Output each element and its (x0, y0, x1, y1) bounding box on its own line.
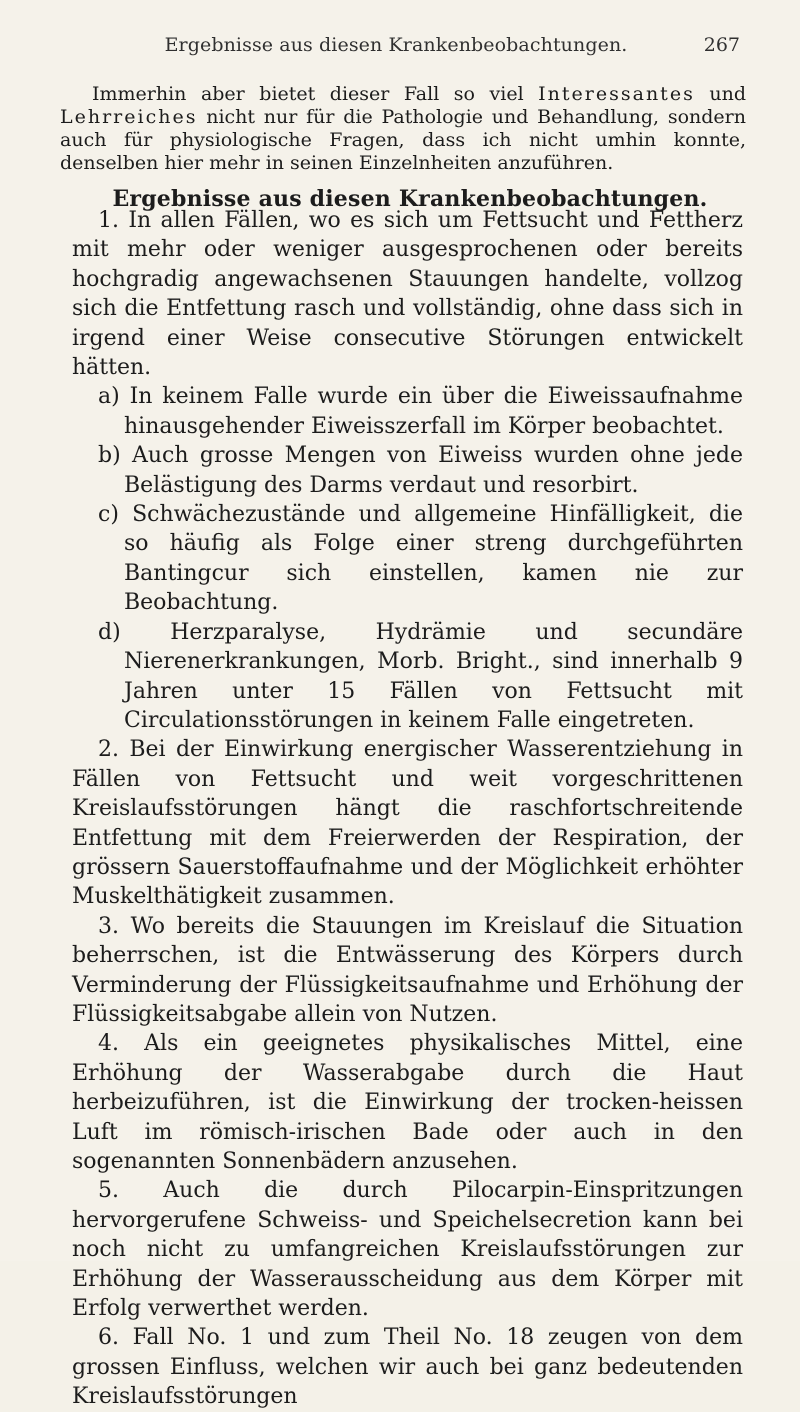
finding-1c (98, 500, 743, 618)
finding-number: 2. (98, 737, 119, 763)
subfinding-text: In keinem Falle wurde ein über die Eiweissaufnahme hinausgehender Eiweisszerfall im Körper beobachtet. (124, 384, 743, 439)
finding-number: 3. (98, 913, 119, 939)
spaced-word-lehrreiches: Lehrreiches (60, 106, 198, 128)
finding-text: In allen Fällen, wo es sich um Fettsucht und Fettherz mit mehr oder weniger ausgesprochenen oder bereits hochgradig angewachsenen Stauungen handelte, vollzog sich die Entfettung rasch und vollständig, ohne dass sich in irgend einer Weise consecutive Störungen entwickelt hätten. (72, 208, 743, 381)
finding-6 (72, 1323, 743, 1411)
finding-text: Wo bereits die Stauungen im Kreislauf die Situation beherrschen, ist die Entwässerung des Körpers durch Verminderung der Flüssigkeitsaufnahme und Erhöhung der Flüssigkeitsabgabe allein von Nutzen. (72, 913, 744, 1027)
running-title: Ergebnisse aus diesen Krankenbeobachtungen. (164, 34, 628, 56)
running-header (52, 34, 740, 62)
page-number: 267 (703, 34, 740, 56)
intro-text-middle: und (694, 83, 746, 105)
finding-1a (98, 382, 743, 441)
finding-5 (72, 1176, 743, 1323)
finding-text: Bei der Einwirkung energischer Wasserentziehung in Fällen von Fettsucht und weit vorgeschrittenen Kreislaufsstörungen hängt die raschfortschreitende Entfettung mit dem Freierwerden der Respiration, der grössern Sauerstoffaufnahme und der Möglichkeit erhöhter Muskelthätigkeit zusammen. (72, 737, 743, 910)
finding-text: Fall No. 1 und zum Theil No. 18 zeugen von dem grossen Einfluss, welchen wir auch bei ganz bedeutenden Kreislaufsstörungen (72, 1325, 743, 1410)
subfinding-label: d) (98, 619, 121, 645)
finding-1d (98, 618, 743, 736)
spaced-word-interessantes: Interessantes (538, 83, 695, 105)
finding-text: Auch die durch Pilocarpin-Einspritzungen hervorgerufene Schweiss- und Speichelsecretion kann bei noch nicht zu umfangreichen Kreislaufsstörungen zur Erhöhung der Wasserausscheidung aus dem Körper mit Erfolg verwerthet werden. (72, 1178, 744, 1322)
subfinding-text: Schwächezustände und allgemeine Hinfälligkeit, die so häufig als Folge einer streng durchgeführten Bantingcur sich einstellen, kamen nie zur Beobachtung. (124, 502, 743, 616)
finding-2 (72, 735, 743, 911)
subfinding-label: b) (98, 443, 121, 469)
subfinding-label: c) (98, 502, 119, 528)
intro-paragraph (60, 83, 746, 175)
intro-text-end: nicht nur für die Pathologie und Behandlung, sondern auch für physiologische Fragen, dass ich nicht umhin konnte, denselben hier mehr in seinen Einzelnheiten anzuführen. (60, 106, 746, 174)
findings-list (72, 206, 743, 1412)
subfinding-text: Auch grosse Mengen von Eiweiss wurden ohne jede Belästigung des Darms verdaut und resorbirt. (124, 443, 743, 498)
subfinding-text: Herzparalyse, Hydrämie und secundäre Nierenerkrankungen, Morb. Bright., sind innerhalb 9 Jahren unter 15 Fällen von Fettsucht mit Circulationsstörungen in keinem Falle eingetreten. (124, 619, 743, 733)
finding-number: 5. (98, 1178, 119, 1204)
section-heading: Ergebnisse aus diesen Krankenbeobachtungen. (112, 186, 708, 213)
intro-text-start: Immerhin aber bietet dieser Fall so viel (92, 83, 539, 105)
finding-4 (72, 1029, 743, 1176)
finding-number: 6. (98, 1325, 119, 1351)
finding-number: 1. (98, 208, 119, 233)
finding-number: 4. (98, 1031, 119, 1057)
finding-1b (98, 441, 743, 500)
finding-text: Als ein geeignetes physikalisches Mittel, eine Erhöhung der Wasserabgabe durch die Haut herbeizuführen, ist die Einwirkung der trocken-heissen Luft im römisch-irischen Bade oder auch in den sogenannten Sonnenbädern anzusehen. (72, 1031, 743, 1174)
subfinding-label: a) (98, 384, 120, 410)
finding-1 (72, 206, 743, 382)
finding-3 (72, 912, 743, 1030)
